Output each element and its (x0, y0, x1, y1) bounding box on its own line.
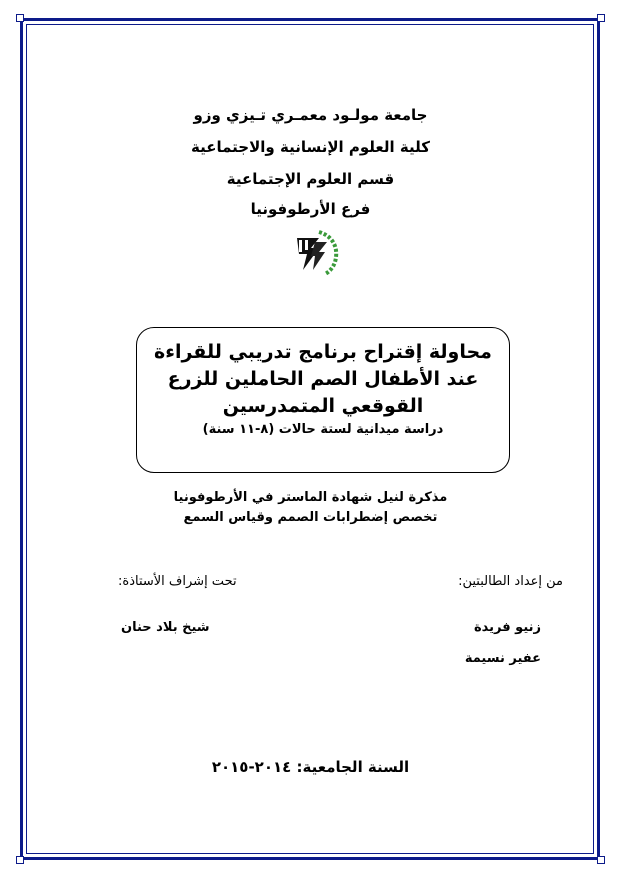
thesis-degree: مذكرة لنيل شهادة الماستر في الأرطوفونيا (173, 490, 448, 505)
border-corner-bottom-right (597, 856, 605, 864)
thesis-title-box (136, 327, 510, 473)
university-logo-icon (289, 226, 341, 278)
thesis-specialization: تخصص إضطرابات الصمم وقياس السمع (183, 510, 438, 525)
department-name: قسم العلوم الإجتماعية (226, 170, 395, 188)
supervisor-name: شيخ بلاد حنان (121, 620, 210, 635)
border-corner-bottom-left (16, 856, 24, 864)
university-name: جامعة مولـود معمـري تـيزي وزو (193, 106, 428, 124)
faculty-name: كلية العلوم الإنسانية والاجتماعية (191, 138, 430, 156)
students-label: من إعداد الطالبتين: (458, 574, 563, 589)
academic-year: السنة الجامعية: ٢٠١٤-٢٠١٥ (211, 758, 410, 776)
student-name-2: عفير نسيمة (464, 651, 541, 666)
border-corner-top-right (597, 14, 605, 22)
branch-name: فرع الأرطوفونيا (250, 200, 371, 218)
thesis-subtitle: دراسة ميدانية لستة حالات (٨-١١ سنة) (202, 422, 444, 437)
student-name-1: زنيو فريدة (473, 620, 541, 635)
thesis-title: محاولة إقتراح برنامج تدريبي للقراءة عند الأطفال الصم الحاملين للزرع القوقعي المتمدرسين (154, 341, 492, 417)
border-corner-top-left (16, 14, 24, 22)
supervisor-label: تحت إشراف الأستاذة: (118, 574, 237, 589)
